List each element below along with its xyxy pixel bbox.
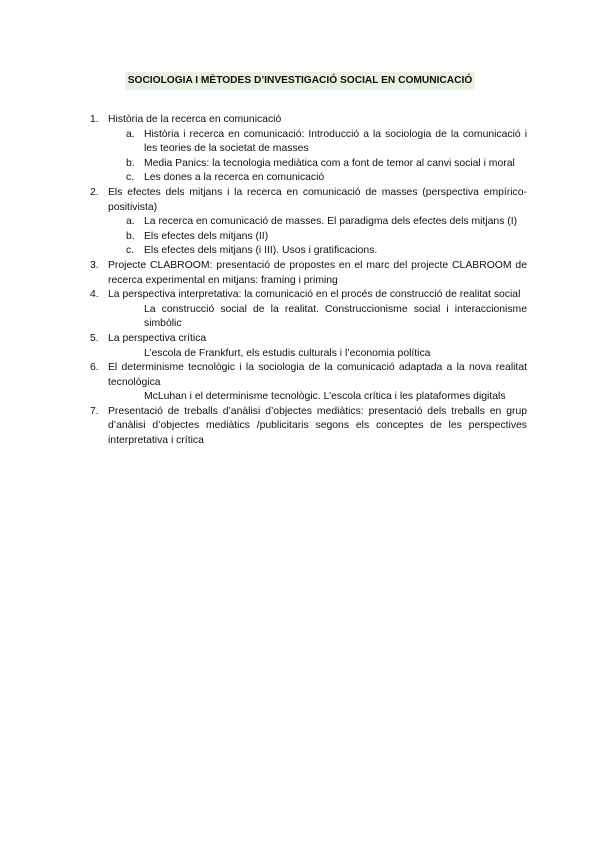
item-note: La construcció social de la realitat. Construccionisme social i interaccionisme simbòlic bbox=[144, 303, 527, 330]
sub-letter: a. bbox=[126, 216, 135, 228]
item-note: L’escola de Frankfurt, els estudis culturals i l’economia política bbox=[144, 347, 431, 359]
item-number: 7. bbox=[90, 405, 99, 417]
item-text: Els efectes dels mitjans i la recerca en comunicació de masses (perspectiva empírico-positivista) bbox=[108, 186, 527, 213]
course-outline bbox=[90, 113, 527, 449]
item-number: 2. bbox=[90, 186, 99, 198]
title-wrap bbox=[0, 70, 600, 90]
item-text: Presentació de treballs d’anàlisi d’objectes mediàtics: presentació dels treballs en grup d’anàlisi d’objectes mediàtics /publicitaris segons els conceptes de les perspectives interpretativa i crítica bbox=[108, 405, 527, 447]
list-item bbox=[90, 186, 527, 215]
sub-item bbox=[90, 157, 527, 172]
item-text: El determinisme tecnològic i la sociologia de la comunicació adaptada a la nova realitat tecnològica bbox=[108, 362, 527, 388]
item-number: 5. bbox=[90, 332, 99, 344]
item-number: 4. bbox=[90, 289, 99, 301]
list-item bbox=[90, 259, 527, 288]
list-item bbox=[90, 288, 527, 303]
item-text: Història de la recerca en comunicació bbox=[108, 114, 282, 125]
item-text: Projecte CLABROOM: presentació de propostes en el marc del projecte CLABROOM de recerca experimental en mitjans: framing i priming bbox=[108, 259, 527, 286]
sub-item bbox=[90, 230, 527, 245]
sub-item bbox=[90, 244, 527, 259]
sub-text: La recerca en comunicació de masses. El paradigma dels efectes dels mitjans (I) bbox=[144, 216, 518, 228]
item-text: La perspectiva crítica bbox=[108, 332, 207, 344]
sub-text: Media Panics: la tecnologia mediàtica com a font de temor al canvi social i moral bbox=[144, 157, 515, 169]
list-item bbox=[90, 405, 527, 449]
sub-text: Els efectes dels mitjans (i III). Usos i gratificacions. bbox=[144, 245, 378, 257]
document-title: SOCIOLOGIA I MÈTODES D’INVESTIGACIÓ SOCIAL EN COMUNICACIÓ bbox=[125, 72, 476, 90]
sub-text: Les dones a la recerca en comunicació bbox=[144, 172, 325, 184]
sub-text: Història i recerca en comunicació: Introducció a la sociologia de la comunicació i les teories de la societat de masses bbox=[144, 128, 527, 155]
item-text: La perspectiva interpretativa: la comunicació en el procés de construcció de realitat social bbox=[108, 289, 521, 301]
list-item bbox=[90, 361, 527, 390]
item-number: 1. bbox=[90, 114, 99, 125]
sub-item bbox=[90, 128, 527, 157]
sub-letter: b. bbox=[126, 230, 135, 242]
sub-item bbox=[90, 215, 527, 230]
sub-letter: a. bbox=[126, 128, 135, 140]
item-number: 3. bbox=[90, 259, 99, 271]
sub-text: Els efectes dels mitjans (II) bbox=[144, 230, 269, 242]
item-note: McLuhan i el determinisme tecnològic. L’escola crítica i les plataformes digitals bbox=[144, 391, 506, 403]
sub-item bbox=[90, 171, 527, 186]
list-item bbox=[90, 113, 527, 128]
sub-letter: b. bbox=[126, 157, 135, 169]
sub-letter: c. bbox=[126, 172, 135, 184]
item-number: 6. bbox=[90, 362, 99, 374]
list-item bbox=[90, 332, 527, 347]
sub-letter: c. bbox=[126, 245, 135, 257]
